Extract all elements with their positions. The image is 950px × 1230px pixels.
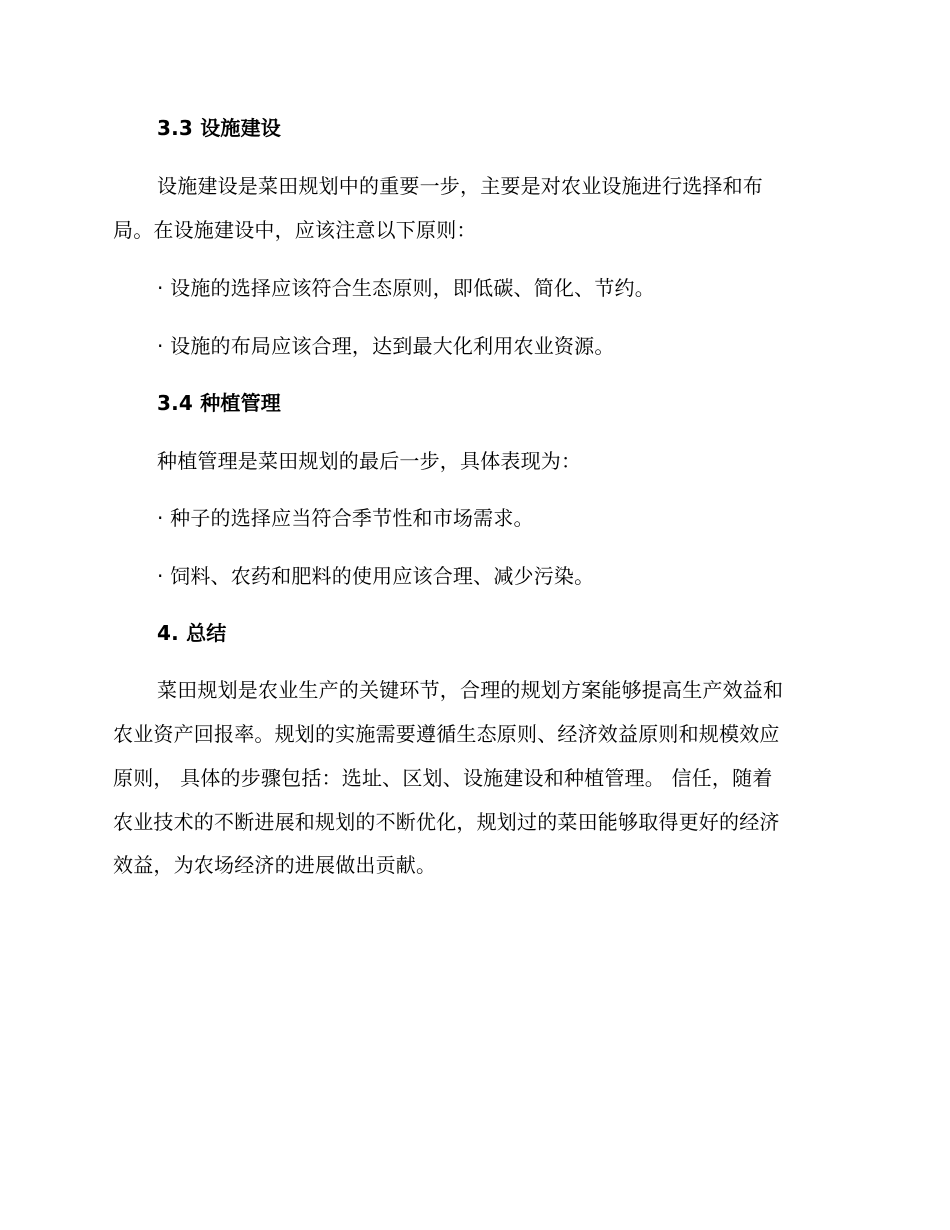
bullet-3-4-1: · 种子的选择应当符合季节性和市场需求。 xyxy=(157,506,534,530)
paragraph-4-line-5: 效益，为农场经济的进展做出贡献。 xyxy=(113,853,437,877)
heading-3-4: 3.4 种植管理 xyxy=(157,391,281,415)
paragraph-3-3-line-1: 设施建设是菜田规划中的重要一步，主要是对农业设施进行选择和布 xyxy=(157,174,763,198)
paragraph-4-line-2: 农业资产回报率。规划的实施需要遵循生态原则、经济效益原则和规模效应 xyxy=(113,722,780,746)
bullet-3-3-2: · 设施的布局应该合理，达到最大化利用农业资源。 xyxy=(157,334,615,358)
paragraph-3-3-line-2: 局。在设施建设中，应该注意以下原则： xyxy=(113,218,477,242)
paragraph-4-line-3: 原则， 具体的步骤包括：选址、区划、设施建设和种植管理。 信任，随着 xyxy=(113,766,773,790)
bullet-3-3-1: · 设施的选择应该符合生态原则，即低碳、简化、节约。 xyxy=(157,276,655,300)
paragraph-3-4-line-1: 种植管理是菜田规划的最后一步，具体表现为： xyxy=(157,449,582,473)
heading-4: 4. 总结 xyxy=(157,621,227,645)
heading-3-3: 3.3 设施建设 xyxy=(157,116,281,140)
paragraph-4-line-4: 农业技术的不断进展和规划的不断优化，规划过的菜田能够取得更好的经济 xyxy=(113,810,780,834)
bullet-3-4-2: · 饲料、农药和肥料的使用应该合理、减少污染。 xyxy=(157,564,595,588)
paragraph-4-line-1: 菜田规划是农业生产的关键环节，合理的规划方案能够提高生产效益和 xyxy=(157,678,784,702)
